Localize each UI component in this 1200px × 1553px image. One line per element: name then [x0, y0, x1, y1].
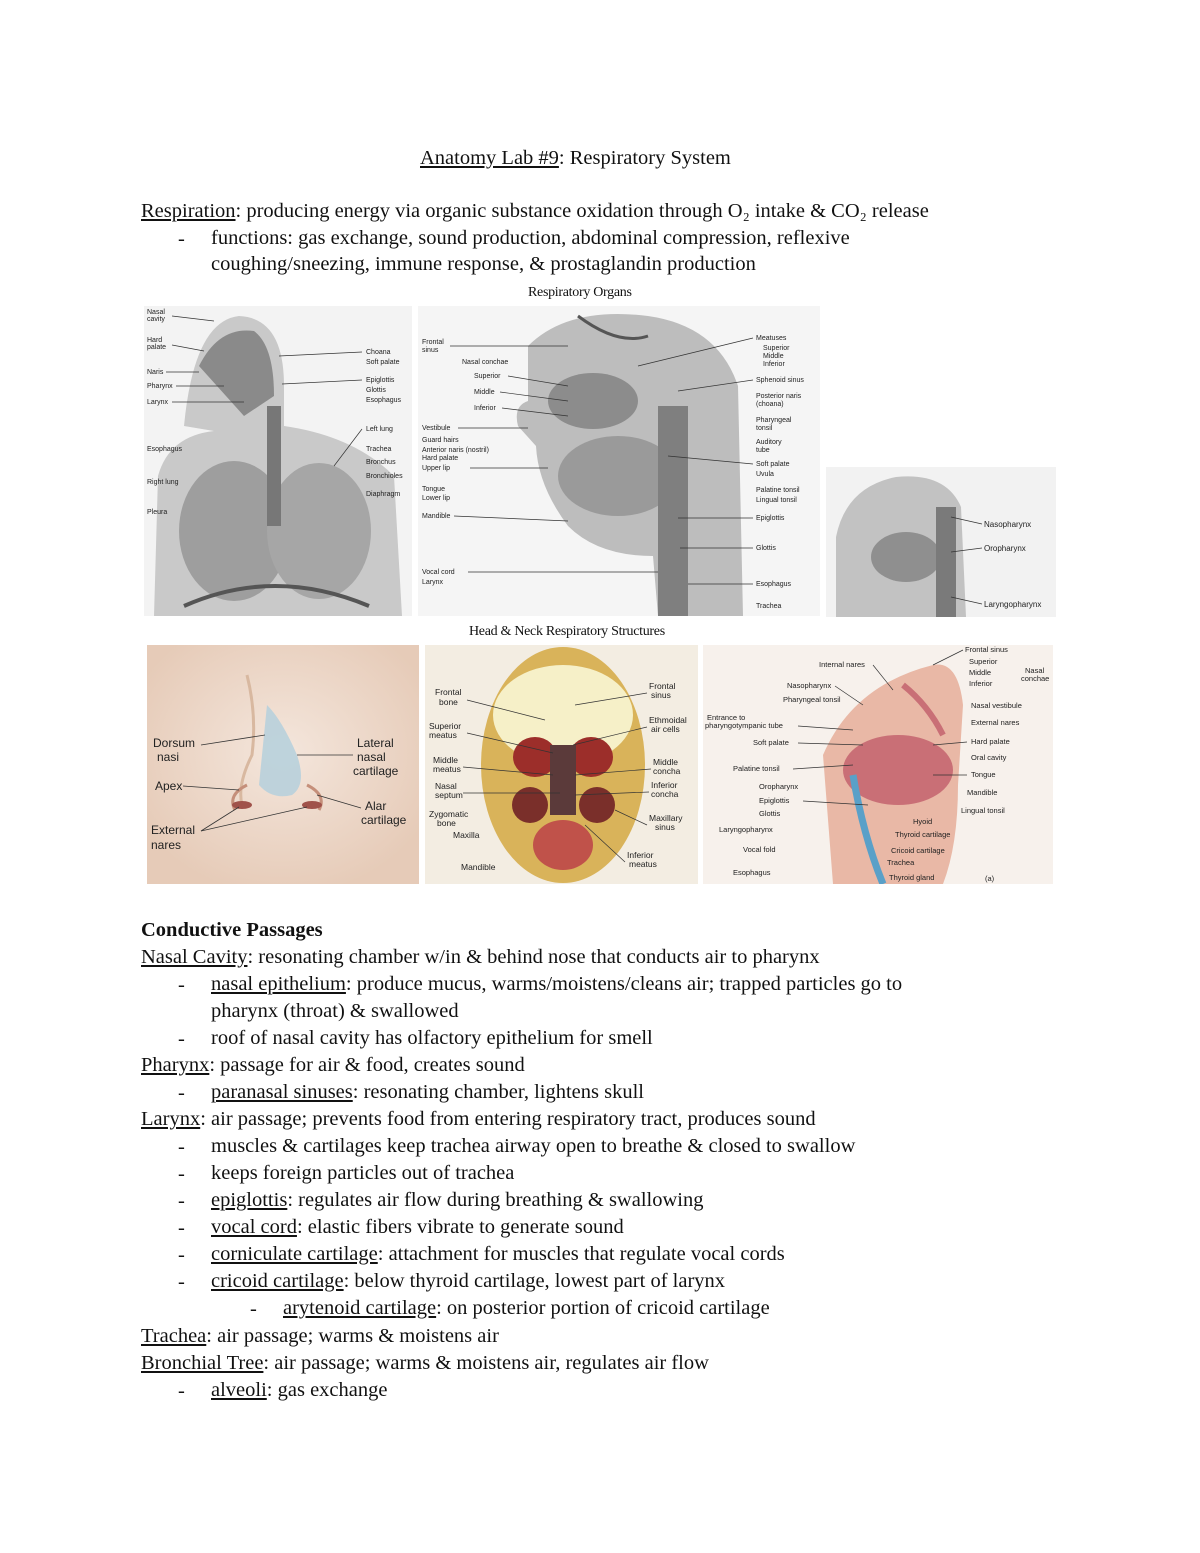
- figure-label: nasi: [157, 750, 180, 764]
- figure-external-nose: [147, 645, 419, 884]
- figure-label: Thyroid cartilage: [895, 830, 951, 839]
- vocal-cord-text: : elastic fibers vibrate to generate sound: [296, 1216, 624, 1238]
- bronchial-tree-text: : air passage; warms & moistens air, regulates air flow: [263, 1352, 709, 1374]
- figure-label: Hard: [147, 337, 163, 344]
- figure-label: Oropharynx: [759, 782, 799, 791]
- figure-label: Lingual tonsil: [961, 806, 1005, 815]
- trachea-term: Trachea: [141, 1325, 207, 1347]
- nasal-cavity-text: : resonating chamber w/in & behind nose that conducts air to pharynx: [247, 946, 820, 968]
- figure-label: Nasopharynx: [984, 520, 1032, 529]
- corniculate-def: [211, 1244, 785, 1265]
- figure-label: Diaphragm: [366, 491, 401, 498]
- figure-label: Guard hairs: [422, 437, 459, 444]
- bullet-dash: -: [178, 1244, 185, 1266]
- cricoid-def: [211, 1271, 725, 1292]
- figure-label: Auditory: [756, 439, 782, 446]
- figure-label: Tongue: [971, 770, 996, 779]
- vocal-cord-def: [211, 1217, 624, 1238]
- figure-label: Vocal fold: [743, 845, 776, 854]
- figure-label: Soft palate: [756, 461, 790, 468]
- respiration-def: [141, 201, 929, 222]
- figure-label: Lateral: [357, 736, 394, 750]
- figure-label: Inferior: [474, 405, 496, 412]
- figure-label: Left lung: [366, 426, 393, 433]
- figure-label: Naris: [147, 369, 164, 376]
- functions-line-1: functions: gas exchange, sound production, abdominal compression, reflexive: [211, 227, 850, 249]
- figure-label: cartilage: [353, 764, 399, 778]
- larynx-text: : air passage; prevents food from entering respiratory tract, produces sound: [200, 1108, 816, 1130]
- alveoli-term: alveoli: [211, 1379, 267, 1401]
- figure-label: Superior: [763, 345, 790, 352]
- figure-label: Larynx: [147, 399, 169, 406]
- figure-label: Epiglottis: [756, 515, 785, 522]
- figure-label: Mandible: [422, 513, 451, 520]
- figure-label: Oropharynx: [984, 544, 1026, 553]
- figure-label: Vocal cord: [422, 569, 455, 576]
- figure-label: Sphenoid sinus: [756, 377, 804, 384]
- figure-label: Superior: [429, 721, 462, 731]
- section-heading: Conductive Passages: [141, 919, 323, 941]
- figure-label: cavity: [147, 316, 165, 323]
- figure-label: Hard palate: [422, 455, 459, 462]
- figure-label: Alar: [365, 799, 387, 813]
- figure-label: Maxilla: [453, 830, 480, 840]
- figure-label: Uvula: [756, 471, 774, 478]
- figure-label: Superior: [474, 373, 501, 380]
- epiglottis-term: epiglottis: [211, 1189, 288, 1211]
- bullet-dash: -: [178, 1028, 185, 1050]
- figure-label: Nasal: [435, 781, 457, 791]
- nasal-epithelium-term: nasal epithelium: [211, 973, 346, 995]
- figure-label: Middle: [653, 757, 679, 767]
- figure-label: Inferior: [763, 361, 785, 368]
- bronchial-tree-def: [141, 1353, 709, 1374]
- figure-label: Frontal sinus: [965, 645, 1008, 654]
- figure-label: Inferior: [627, 850, 654, 860]
- figure-label: Choana: [366, 349, 391, 356]
- figure-label: Inferior: [969, 679, 993, 688]
- figure-torso-lungs: [144, 306, 412, 616]
- figure-label: Dorsum: [153, 736, 196, 750]
- figure-label: External: [151, 823, 196, 837]
- figure-label: Anterior naris (nostril): [422, 447, 489, 454]
- figure-label: Hyoid: [913, 817, 933, 826]
- arytenoid-def: [283, 1298, 770, 1319]
- figure-label: concha: [651, 789, 679, 799]
- figure-label: meatus: [433, 764, 461, 774]
- figure-label: Frontal: [649, 681, 676, 691]
- bullet-dash: -: [178, 1380, 185, 1402]
- bullet-dash: -: [178, 1190, 185, 1212]
- figure-label: tonsil: [756, 425, 773, 432]
- alveoli-def: [211, 1380, 387, 1401]
- figure-label: Esophagus: [733, 868, 771, 877]
- cricoid-text: : below thyroid cartilage, lowest part of larynx: [343, 1270, 726, 1292]
- figure-label: sinus: [651, 690, 671, 700]
- figure-label: Palatine tonsil: [733, 764, 780, 773]
- figure-label: nares: [151, 838, 182, 852]
- figure-label: meatus: [629, 859, 657, 869]
- figure-label: Glottis: [366, 387, 386, 394]
- figure-label: Pharynx: [147, 383, 173, 390]
- figure-label: Middle: [433, 755, 459, 765]
- nasal-cavity-term: Nasal Cavity: [141, 946, 248, 968]
- respiration-text: : producing energy via organic substance oxidation through O₂ intake & CO₂ release: [235, 200, 929, 222]
- pharynx-term: Pharynx: [141, 1054, 210, 1076]
- figure-label: Esophagus: [147, 446, 183, 453]
- figure-label: Posterior naris: [756, 393, 802, 400]
- figure-label: Trachea: [366, 446, 392, 453]
- figure-sagittal-head: [418, 306, 820, 616]
- figure-label: air cells: [651, 724, 680, 734]
- figure-label: Esophagus: [756, 581, 792, 588]
- figure-label: Bronchioles: [366, 473, 403, 480]
- nasal-epithelium-def: [211, 974, 902, 995]
- figure-label: Thyroid gland: [889, 873, 935, 882]
- figure-label: Soft palate: [753, 738, 789, 747]
- figure-label: (choana): [756, 401, 784, 408]
- figure-label: Meatuses: [756, 335, 787, 342]
- corniculate-text: : attachment for muscles that regulate vocal cords: [377, 1243, 785, 1265]
- bullet-dash: -: [178, 1271, 185, 1293]
- title-rest: : Respiratory System: [558, 147, 731, 169]
- figure-label: Lower lip: [422, 495, 451, 502]
- figure-label: Maxillary: [649, 813, 683, 823]
- figure-label: Mandible: [967, 788, 998, 797]
- figure-label: Inferior: [651, 780, 678, 790]
- figure-label: Superior: [969, 657, 998, 666]
- figure-label: Ethmoidal: [649, 715, 687, 725]
- figure-label: septum: [435, 790, 463, 800]
- figure-label: Palatine tonsil: [756, 487, 800, 494]
- figure-label: Right lung: [147, 479, 179, 486]
- figure-label: Laryngopharynx: [719, 825, 773, 834]
- figure-label: Zygomatic: [429, 809, 469, 819]
- figure-coronal-section: [425, 645, 698, 884]
- nasal-cavity-def: [141, 947, 820, 968]
- figure-label: Trachea: [887, 858, 915, 867]
- figure-label: Middle: [474, 389, 495, 396]
- figure-label: sinus: [655, 822, 675, 832]
- epiglottis-def: [211, 1190, 703, 1211]
- figure-pharynx-regions: [826, 467, 1056, 617]
- figure-label: Oral cavity: [971, 753, 1007, 762]
- larynx-bullet-2: keeps foreign particles out of trachea: [211, 1162, 515, 1184]
- figure-label: conchae: [1021, 674, 1050, 683]
- figure-label: Esophagus: [366, 397, 402, 404]
- bullet-dash: -: [178, 1082, 185, 1104]
- trachea-text: : air passage; warms & moistens air: [206, 1325, 499, 1347]
- page-title: [420, 148, 731, 169]
- figure-label: Bronchus: [366, 459, 396, 466]
- bullet-dash: -: [178, 974, 185, 996]
- figure-label: nasal: [357, 750, 386, 764]
- figure-label: Soft palate: [366, 359, 400, 366]
- bullet-dash: -: [178, 1136, 185, 1158]
- figure-label: bone: [439, 697, 458, 707]
- figure-label: Apex: [155, 779, 183, 793]
- larynx-def: [141, 1109, 816, 1130]
- figure-label: Epiglottis: [759, 796, 790, 805]
- arytenoid-term: arytenoid cartilage: [283, 1297, 437, 1319]
- sinus-text: : resonating chamber, lightens skull: [352, 1081, 644, 1103]
- respiration-term: Respiration: [141, 200, 236, 222]
- figure-label: Epiglottis: [366, 377, 395, 384]
- figure-label: Nasal: [1025, 666, 1045, 675]
- caption-respiratory-organs: Respiratory Organs: [528, 285, 632, 300]
- figure-label: concha: [653, 766, 681, 776]
- figure-label: meatus: [429, 730, 457, 740]
- figure-label: Entrance to: [707, 713, 746, 722]
- figure-label: Lingual tonsil: [756, 497, 797, 504]
- pharynx-text: : passage for air & food, creates sound: [209, 1054, 525, 1076]
- figure-label: tube: [756, 447, 770, 454]
- figure-label: Frontal: [435, 687, 462, 697]
- alveoli-text: : gas exchange: [266, 1379, 388, 1401]
- figure-label: Nasal conchae: [462, 359, 509, 366]
- figure-label: Nasal vestibule: [971, 701, 1022, 710]
- caption-head-neck: Head & Neck Respiratory Structures: [469, 624, 665, 639]
- figure-label: Larynx: [422, 579, 444, 586]
- figure-label: Middle: [969, 668, 992, 677]
- figure-label: pharyngotympanic tube: [705, 721, 783, 730]
- figure-label: Cricoid cartilage: [891, 846, 945, 855]
- figure-label: Upper lip: [422, 465, 451, 472]
- title-underlined: Anatomy Lab #9: [420, 147, 559, 169]
- bullet-dash: -: [178, 228, 185, 250]
- larynx-bullet-1: muscles & cartilages keep trachea airway open to breathe & closed to swallow: [211, 1135, 856, 1157]
- figure-label: Middle: [763, 353, 784, 360]
- figure-label: Trachea: [756, 603, 782, 610]
- sinus-def: [211, 1082, 644, 1103]
- figure-label: sinus: [422, 347, 439, 354]
- figure-label: Vestibule: [422, 425, 451, 432]
- figure-label: Glottis: [756, 545, 776, 552]
- figure-label: Mandible: [461, 862, 496, 872]
- figure-label: bone: [437, 818, 456, 828]
- fig1-label: Nasal: [147, 309, 165, 316]
- epiglottis-text: : regulates air flow during breathing & swallowing: [287, 1189, 704, 1211]
- pharynx-def: [141, 1055, 525, 1076]
- figure-label: Laryngopharynx: [984, 600, 1042, 609]
- sinus-term: paranasal sinuses: [211, 1081, 353, 1103]
- vocal-cord-term: vocal cord: [211, 1216, 297, 1238]
- cricoid-term: cricoid cartilage: [211, 1270, 344, 1292]
- figure-label: Nasopharynx: [787, 681, 832, 690]
- nasal-epithelium-cont: pharynx (throat) & swallowed: [211, 1000, 459, 1022]
- trachea-def: [141, 1326, 499, 1347]
- bullet-dash: -: [178, 1217, 185, 1239]
- figure-label: Frontal: [422, 339, 444, 346]
- functions-line-2: coughing/sneezing, immune response, & prostaglandin production: [211, 253, 756, 275]
- larynx-term: Larynx: [141, 1108, 201, 1130]
- figure-label: External nares: [971, 718, 1020, 727]
- figure-label: palate: [147, 344, 167, 351]
- figure-label: Pleura: [147, 509, 168, 516]
- nasal-epithelium-text: : produce mucus, warms/moistens/cleans air; trapped particles go to: [345, 973, 903, 995]
- bullet-dash: -: [178, 1163, 185, 1185]
- corniculate-term: corniculate cartilage: [211, 1243, 378, 1265]
- figure-label: cartilage: [361, 813, 407, 827]
- figure-label: Internal nares: [819, 660, 865, 669]
- bronchial-tree-term: Bronchial Tree: [141, 1352, 264, 1374]
- figure-label: Pharyngeal: [756, 417, 792, 424]
- figure-colored-sagittal: [703, 645, 1053, 884]
- arytenoid-text: : on posterior portion of cricoid cartilage: [436, 1297, 770, 1319]
- nasal-roof: roof of nasal cavity has olfactory epithelium for smell: [211, 1027, 653, 1049]
- bullet-dash: -: [250, 1298, 257, 1320]
- figure-label: Tongue: [422, 486, 445, 493]
- figure-label: Pharyngeal tonsil: [783, 695, 841, 704]
- figure-label: Hard palate: [971, 737, 1010, 746]
- figure-label: (a): [985, 874, 995, 883]
- figure-label: Glottis: [759, 809, 781, 818]
